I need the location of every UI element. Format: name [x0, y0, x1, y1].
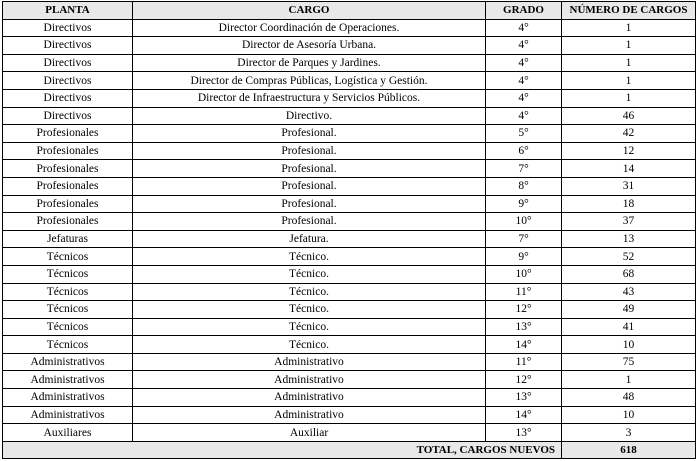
cell-numero-cargos: 3: [562, 424, 696, 442]
cell-planta: Profesionales: [3, 142, 133, 160]
total-row: [3, 441, 696, 459]
cell-cargo: Técnico.: [133, 301, 486, 319]
cell-cargo: Técnico.: [133, 336, 486, 354]
table-row: [3, 213, 696, 231]
table-row: [3, 248, 696, 266]
cell-cargo: Profesional.: [133, 142, 486, 160]
cell-numero-cargos: 31: [562, 177, 696, 195]
cell-planta: Técnicos: [3, 336, 133, 354]
cell-numero-cargos: 43: [562, 283, 696, 301]
cell-cargo: Directivo.: [133, 107, 486, 125]
cell-cargo: Profesional.: [133, 213, 486, 231]
cell-grado: 4°: [486, 19, 562, 37]
table-row: [3, 336, 696, 354]
cell-cargo: Administrativo: [133, 371, 486, 389]
cell-planta: Directivos: [3, 89, 133, 107]
cell-numero-cargos: 10: [562, 336, 696, 354]
cell-cargo: Administrativo: [133, 389, 486, 407]
table-row: [3, 318, 696, 336]
cell-planta: Jefaturas: [3, 230, 133, 248]
cell-cargo: Profesional.: [133, 125, 486, 143]
cell-planta: Administrativos: [3, 406, 133, 424]
cell-grado: 14°: [486, 336, 562, 354]
cell-cargo: Técnico.: [133, 265, 486, 283]
cell-cargo: Jefatura.: [133, 230, 486, 248]
cell-numero-cargos: 52: [562, 248, 696, 266]
table-row: [3, 177, 696, 195]
cell-numero-cargos: 14: [562, 160, 696, 178]
cell-grado: 12°: [486, 301, 562, 319]
header-cargo: CARGO: [133, 2, 486, 20]
cell-grado: 13°: [486, 318, 562, 336]
cell-planta: Técnicos: [3, 318, 133, 336]
cell-grado: 7°: [486, 230, 562, 248]
cell-planta: Administrativos: [3, 389, 133, 407]
cell-numero-cargos: 37: [562, 213, 696, 231]
header-grado: GRADO: [486, 2, 562, 20]
cell-planta: Técnicos: [3, 248, 133, 266]
table-row: [3, 160, 696, 178]
cell-numero-cargos: 48: [562, 389, 696, 407]
cell-numero-cargos: 13: [562, 230, 696, 248]
cell-planta: Directivos: [3, 19, 133, 37]
cell-cargo: Técnico.: [133, 318, 486, 336]
table-row: [3, 37, 696, 55]
table-row: [3, 195, 696, 213]
table-row: [3, 353, 696, 371]
cell-planta: Administrativos: [3, 371, 133, 389]
cell-numero-cargos: 1: [562, 72, 696, 90]
cell-grado: 4°: [486, 89, 562, 107]
cell-grado: 4°: [486, 37, 562, 55]
table-footer: [3, 441, 696, 459]
cell-cargo: Técnico.: [133, 283, 486, 301]
cell-grado: 10°: [486, 265, 562, 283]
cell-planta: Profesionales: [3, 177, 133, 195]
cargos-table: [2, 1, 696, 459]
cell-cargo: Administrativo: [133, 406, 486, 424]
cell-numero-cargos: 68: [562, 265, 696, 283]
cell-cargo: Administrativo: [133, 353, 486, 371]
table-row: [3, 19, 696, 37]
cell-grado: 12°: [486, 371, 562, 389]
table-row: [3, 301, 696, 319]
cell-numero-cargos: 46: [562, 107, 696, 125]
header-planta: PLANTA: [3, 2, 133, 20]
cell-cargo: Profesional.: [133, 195, 486, 213]
cell-grado: 9°: [486, 195, 562, 213]
table-row: [3, 406, 696, 424]
total-label: TOTAL, CARGOS NUEVOS: [3, 441, 562, 459]
cell-numero-cargos: 1: [562, 54, 696, 72]
cell-planta: Directivos: [3, 107, 133, 125]
table-row: [3, 125, 696, 143]
cell-numero-cargos: 1: [562, 37, 696, 55]
cell-grado: 9°: [486, 248, 562, 266]
cell-planta: Profesionales: [3, 125, 133, 143]
total-value: 618: [562, 441, 696, 459]
cell-planta: Administrativos: [3, 353, 133, 371]
cell-grado: 7°: [486, 160, 562, 178]
cell-grado: 4°: [486, 107, 562, 125]
table-row: [3, 89, 696, 107]
cell-cargo: Director Coordinación de Operaciones.: [133, 19, 486, 37]
cell-planta: Profesionales: [3, 213, 133, 231]
cell-planta: Técnicos: [3, 283, 133, 301]
table-row: [3, 72, 696, 90]
cell-planta: Auxiliares: [3, 424, 133, 442]
cell-grado: 4°: [486, 72, 562, 90]
cell-grado: 5°: [486, 125, 562, 143]
cell-numero-cargos: 41: [562, 318, 696, 336]
cell-planta: Técnicos: [3, 265, 133, 283]
cell-numero-cargos: 18: [562, 195, 696, 213]
cell-grado: 8°: [486, 177, 562, 195]
cell-cargo: Director de Infraestructura y Servicios Públicos.: [133, 89, 486, 107]
table-row: [3, 54, 696, 72]
cell-numero-cargos: 10: [562, 406, 696, 424]
cell-cargo: Director de Compras Públicas, Logística y Gestión.: [133, 72, 486, 90]
table-row: [3, 389, 696, 407]
cell-grado: 13°: [486, 389, 562, 407]
cell-grado: 11°: [486, 283, 562, 301]
header-row: [3, 2, 696, 20]
cell-numero-cargos: 49: [562, 301, 696, 319]
cell-planta: Técnicos: [3, 301, 133, 319]
cell-planta: Directivos: [3, 37, 133, 55]
cell-grado: 11°: [486, 353, 562, 371]
cell-cargo: Profesional.: [133, 160, 486, 178]
cell-planta: Directivos: [3, 54, 133, 72]
cell-cargo: Director de Parques y Jardines.: [133, 54, 486, 72]
cell-cargo: Director de Asesoría Urbana.: [133, 37, 486, 55]
cell-grado: 13°: [486, 424, 562, 442]
table-row: [3, 424, 696, 442]
table-body: [3, 19, 696, 441]
table-row: [3, 371, 696, 389]
table-header: [3, 2, 696, 20]
cell-numero-cargos: 1: [562, 89, 696, 107]
cell-numero-cargos: 12: [562, 142, 696, 160]
cell-cargo: Técnico.: [133, 248, 486, 266]
cell-numero-cargos: 1: [562, 371, 696, 389]
table-row: [3, 230, 696, 248]
cell-grado: 10°: [486, 213, 562, 231]
table-row: [3, 283, 696, 301]
cell-planta: Directivos: [3, 72, 133, 90]
cell-numero-cargos: 75: [562, 353, 696, 371]
cell-planta: Profesionales: [3, 195, 133, 213]
cell-cargo: Auxiliar: [133, 424, 486, 442]
cell-numero-cargos: 42: [562, 125, 696, 143]
cell-grado: 6°: [486, 142, 562, 160]
cell-numero-cargos: 1: [562, 19, 696, 37]
cell-grado: 4°: [486, 54, 562, 72]
header-numero-cargos: NÚMERO DE CARGOS: [562, 2, 696, 20]
table-row: [3, 265, 696, 283]
cell-grado: 14°: [486, 406, 562, 424]
cell-planta: Profesionales: [3, 160, 133, 178]
cell-cargo: Profesional.: [133, 177, 486, 195]
table-row: [3, 107, 696, 125]
table-row: [3, 142, 696, 160]
